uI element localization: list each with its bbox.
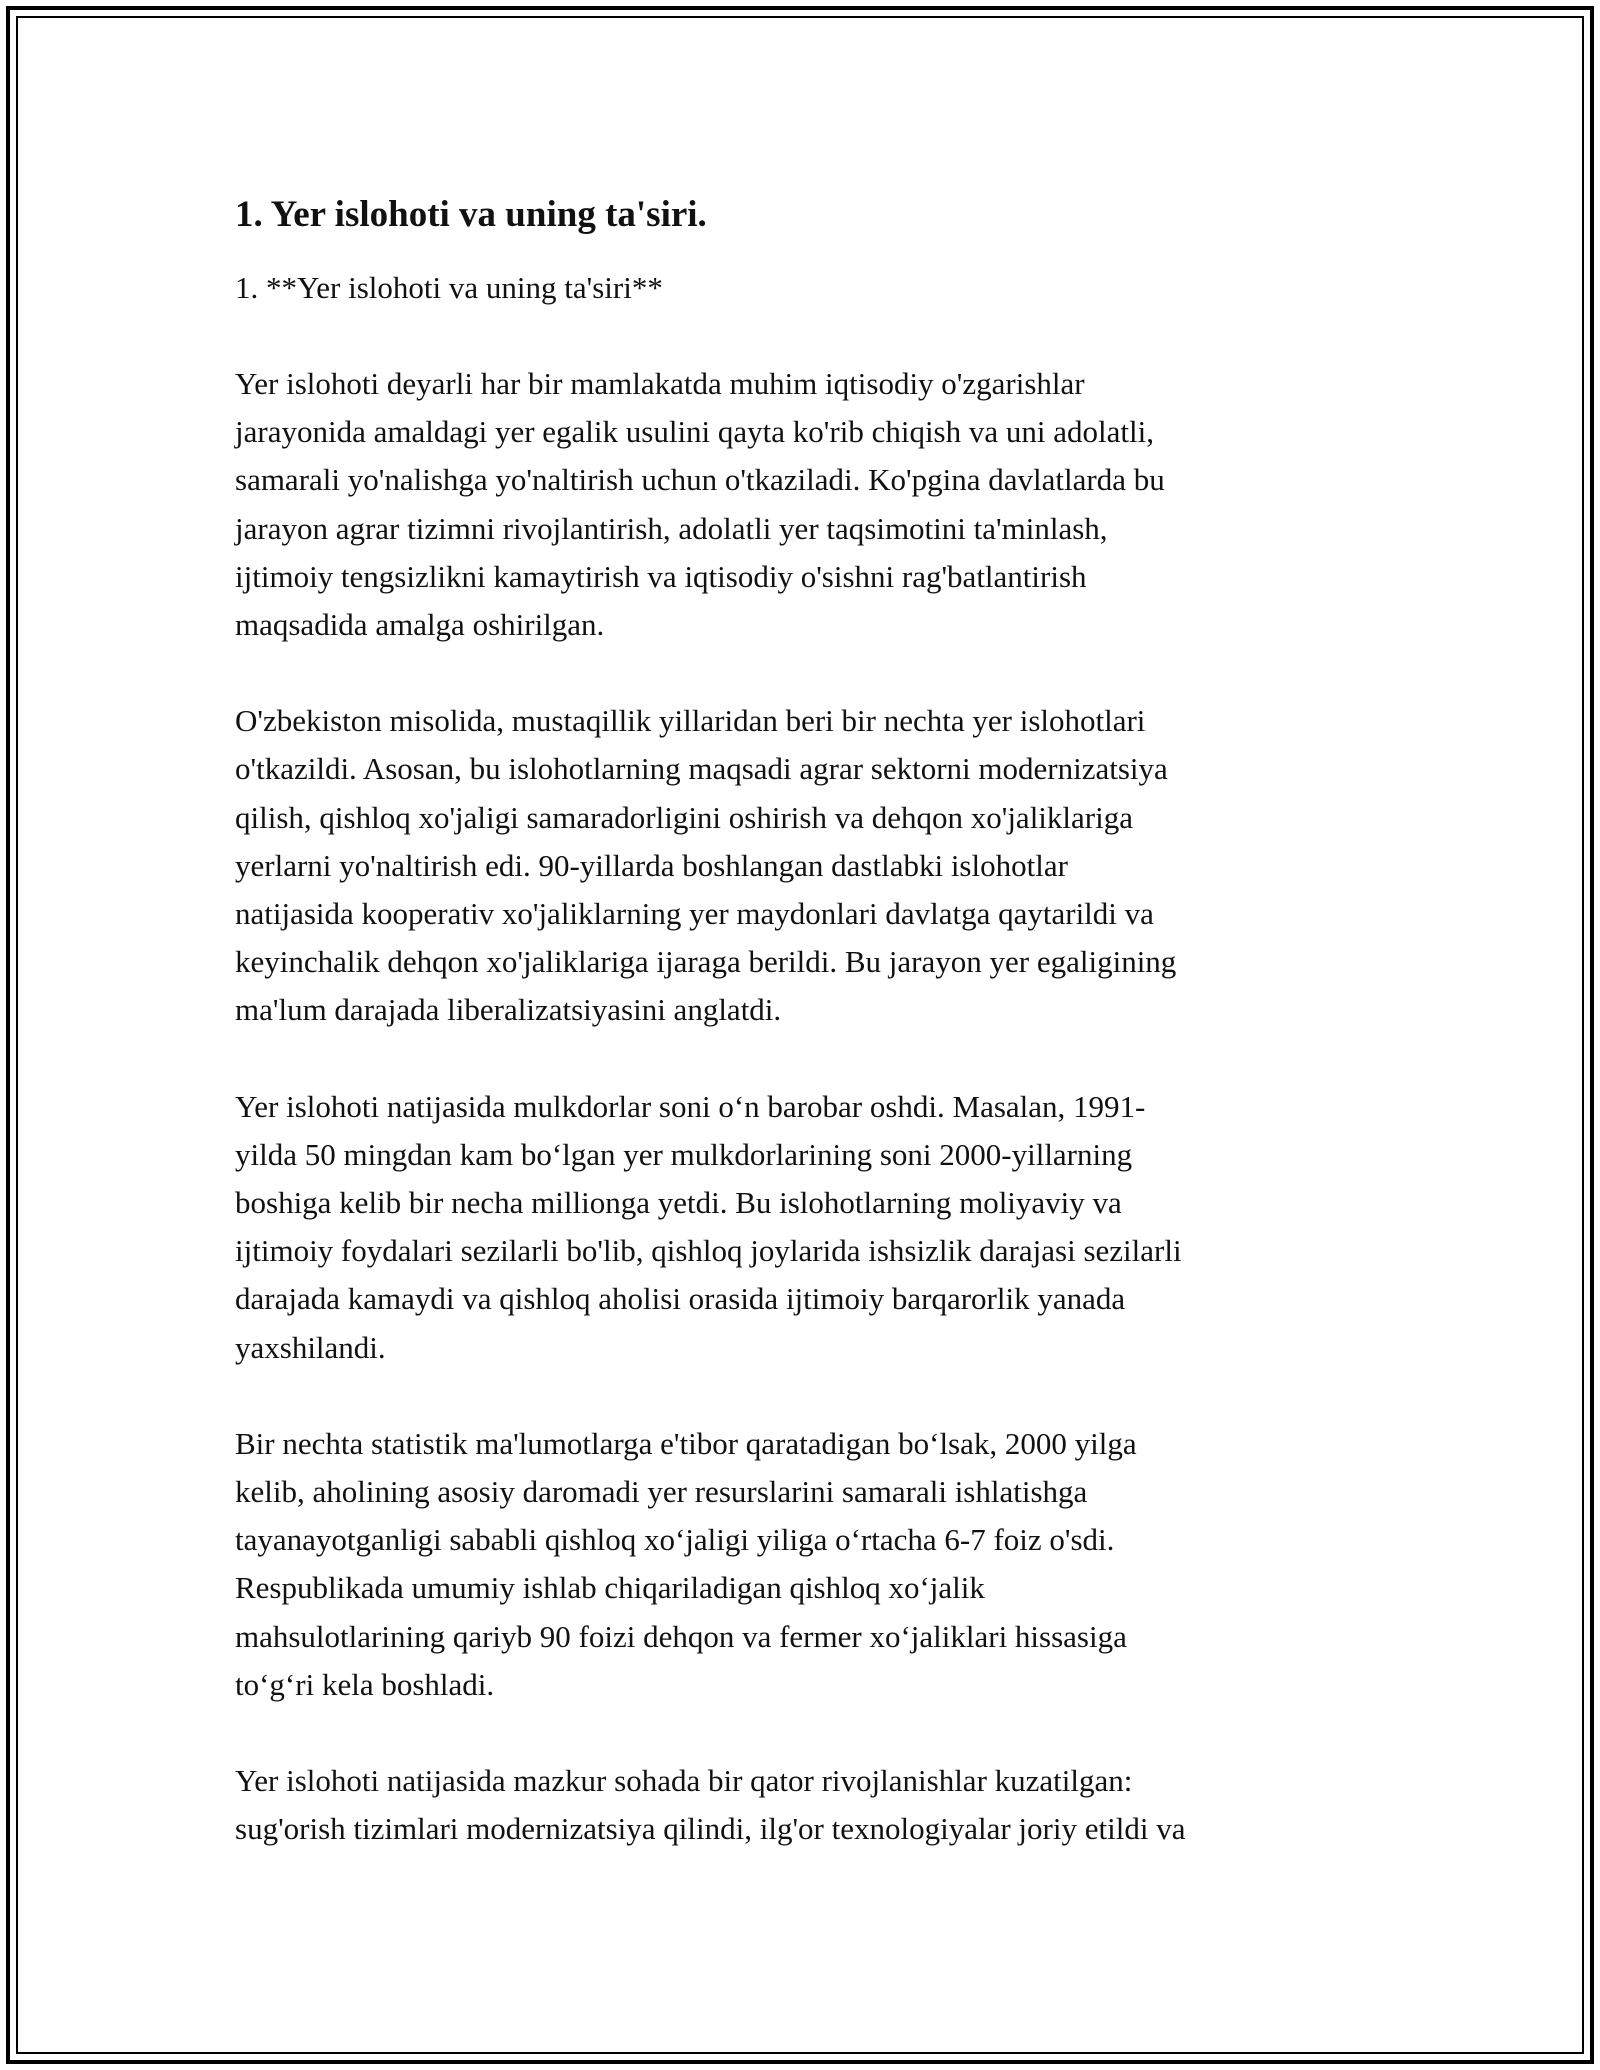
paragraph-line: Yer islohoti deyarli har bir mamlakatda muhim iqtisodiy o'zgarishlar xyxy=(235,366,1085,401)
paragraph-line: Bir nechta statistik ma'lumotlarga e'tibor qaratadigan bo‘lsak, 2000 yilga xyxy=(235,1425,1137,1461)
paragraph-line: kelib, aholining asosiy daromadi yer resurslarini samarali ishlatishga xyxy=(235,1474,1088,1510)
paragraph-line: Yer islohoti natijasida mulkdorlar soni o‘n barobar oshdi. Masalan, 1991- xyxy=(235,1088,1146,1124)
paragraph-line: yilda 50 mingdan kam bo‘lgan yer mulkdorlarining soni 2000-yillarning xyxy=(235,1136,1133,1172)
paragraph-line: Yer islohoti natijasida mazkur sohada bir qator rivojlanishlar kuzatilgan: xyxy=(235,1763,1133,1799)
paragraph-2 xyxy=(235,697,1365,1034)
paragraph-1 xyxy=(235,360,1365,649)
paragraph-4 xyxy=(235,1420,1365,1709)
paragraph-line: jarayonida amaldagi yer egalik usulini qayta ko'rib chiqish va uni adolatli, xyxy=(235,414,1154,450)
paragraph-line: yaxshilandi. xyxy=(235,1329,386,1365)
document-body xyxy=(235,186,1365,1853)
document-title: 1. Yer islohoti va uning ta'siri. xyxy=(235,194,707,235)
paragraph-line: O'zbekiston misolida, mustaqillik yillaridan beri bir nechta yer islohotlari xyxy=(235,703,1146,739)
paragraph-line: mahsulotlarining qariyb 90 foizi dehqon va fermer xo‘jaliklari hissasiga xyxy=(235,1618,1127,1654)
paragraph-line: ijtimoiy tengsizlikni kamaytirish va iqtisodiy o'sishni rag'batlantirish xyxy=(235,558,1087,594)
paragraph-line: natijasida kooperativ xo'jaliklarning yer maydonlari davlatga qaytarildi va xyxy=(235,896,1154,932)
paragraph-line: sug'orish tizimlari modernizatsiya qilindi, ilg'or texnologiyalar joriy etildi va xyxy=(235,1811,1186,1847)
paragraph-line: tayanayotganligi sababli qishloq xo‘jaligi yiliga o‘rtacha 6-7 foiz o'sdi. xyxy=(235,1522,1115,1558)
paragraph-line: qilish, qishloq xo'jaligi samaradorligini oshirish va dehqon xo'jaliklariga xyxy=(235,799,1133,835)
paragraph-line: to‘g‘ri kela boshladi. xyxy=(235,1666,495,1702)
paragraph-5 xyxy=(235,1757,1365,1853)
paragraph-line: boshiga kelib bir necha millionga yetdi. Bu islohotlarning moliyaviy va xyxy=(235,1185,1122,1221)
paragraph-3 xyxy=(235,1083,1365,1372)
paragraph-line: keyinchalik dehqon xo'jaliklariga ijaraga berildi. Bu jarayon yer egaligining xyxy=(235,944,1177,980)
paragraph-line: samarali yo'nalishga yo'naltirish uchun o'tkaziladi. Ko'pgina davlatlarda bu xyxy=(235,462,1165,498)
paragraph-line: Respublikada umumiy ishlab chiqariladigan qishloq xo‘jalik xyxy=(235,1570,985,1606)
paragraph-line: darajada kamaydi va qishloq aholisi orasida ijtimoiy barqarorlik yanada xyxy=(235,1281,1126,1317)
paragraph-line: jarayon agrar tizimni rivojlantirish, adolatli yer taqsimotini ta'minlash, xyxy=(235,510,1108,546)
paragraph-line: ijtimoiy foydalari sezilarli bo'lib, qishloq joylarida ishsizlik darajasi sezilarli xyxy=(235,1233,1182,1269)
paragraph-line: maqsadida amalga oshirilgan. xyxy=(235,607,605,643)
paragraph-line: o'tkazildi. Asosan, bu islohotlarning maqsadi agrar sektorni modernizatsiya xyxy=(235,751,1168,787)
paragraph-line: yerlarni yo'naltirish edi. 90-yillarda boshlangan dastlabki islohotlar xyxy=(235,847,1068,883)
paragraph-line: ma'lum darajada liberalizatsiyasini anglatdi. xyxy=(235,992,782,1028)
document-subtitle: 1. **Yer islohoti va uning ta'siri** xyxy=(235,270,663,305)
